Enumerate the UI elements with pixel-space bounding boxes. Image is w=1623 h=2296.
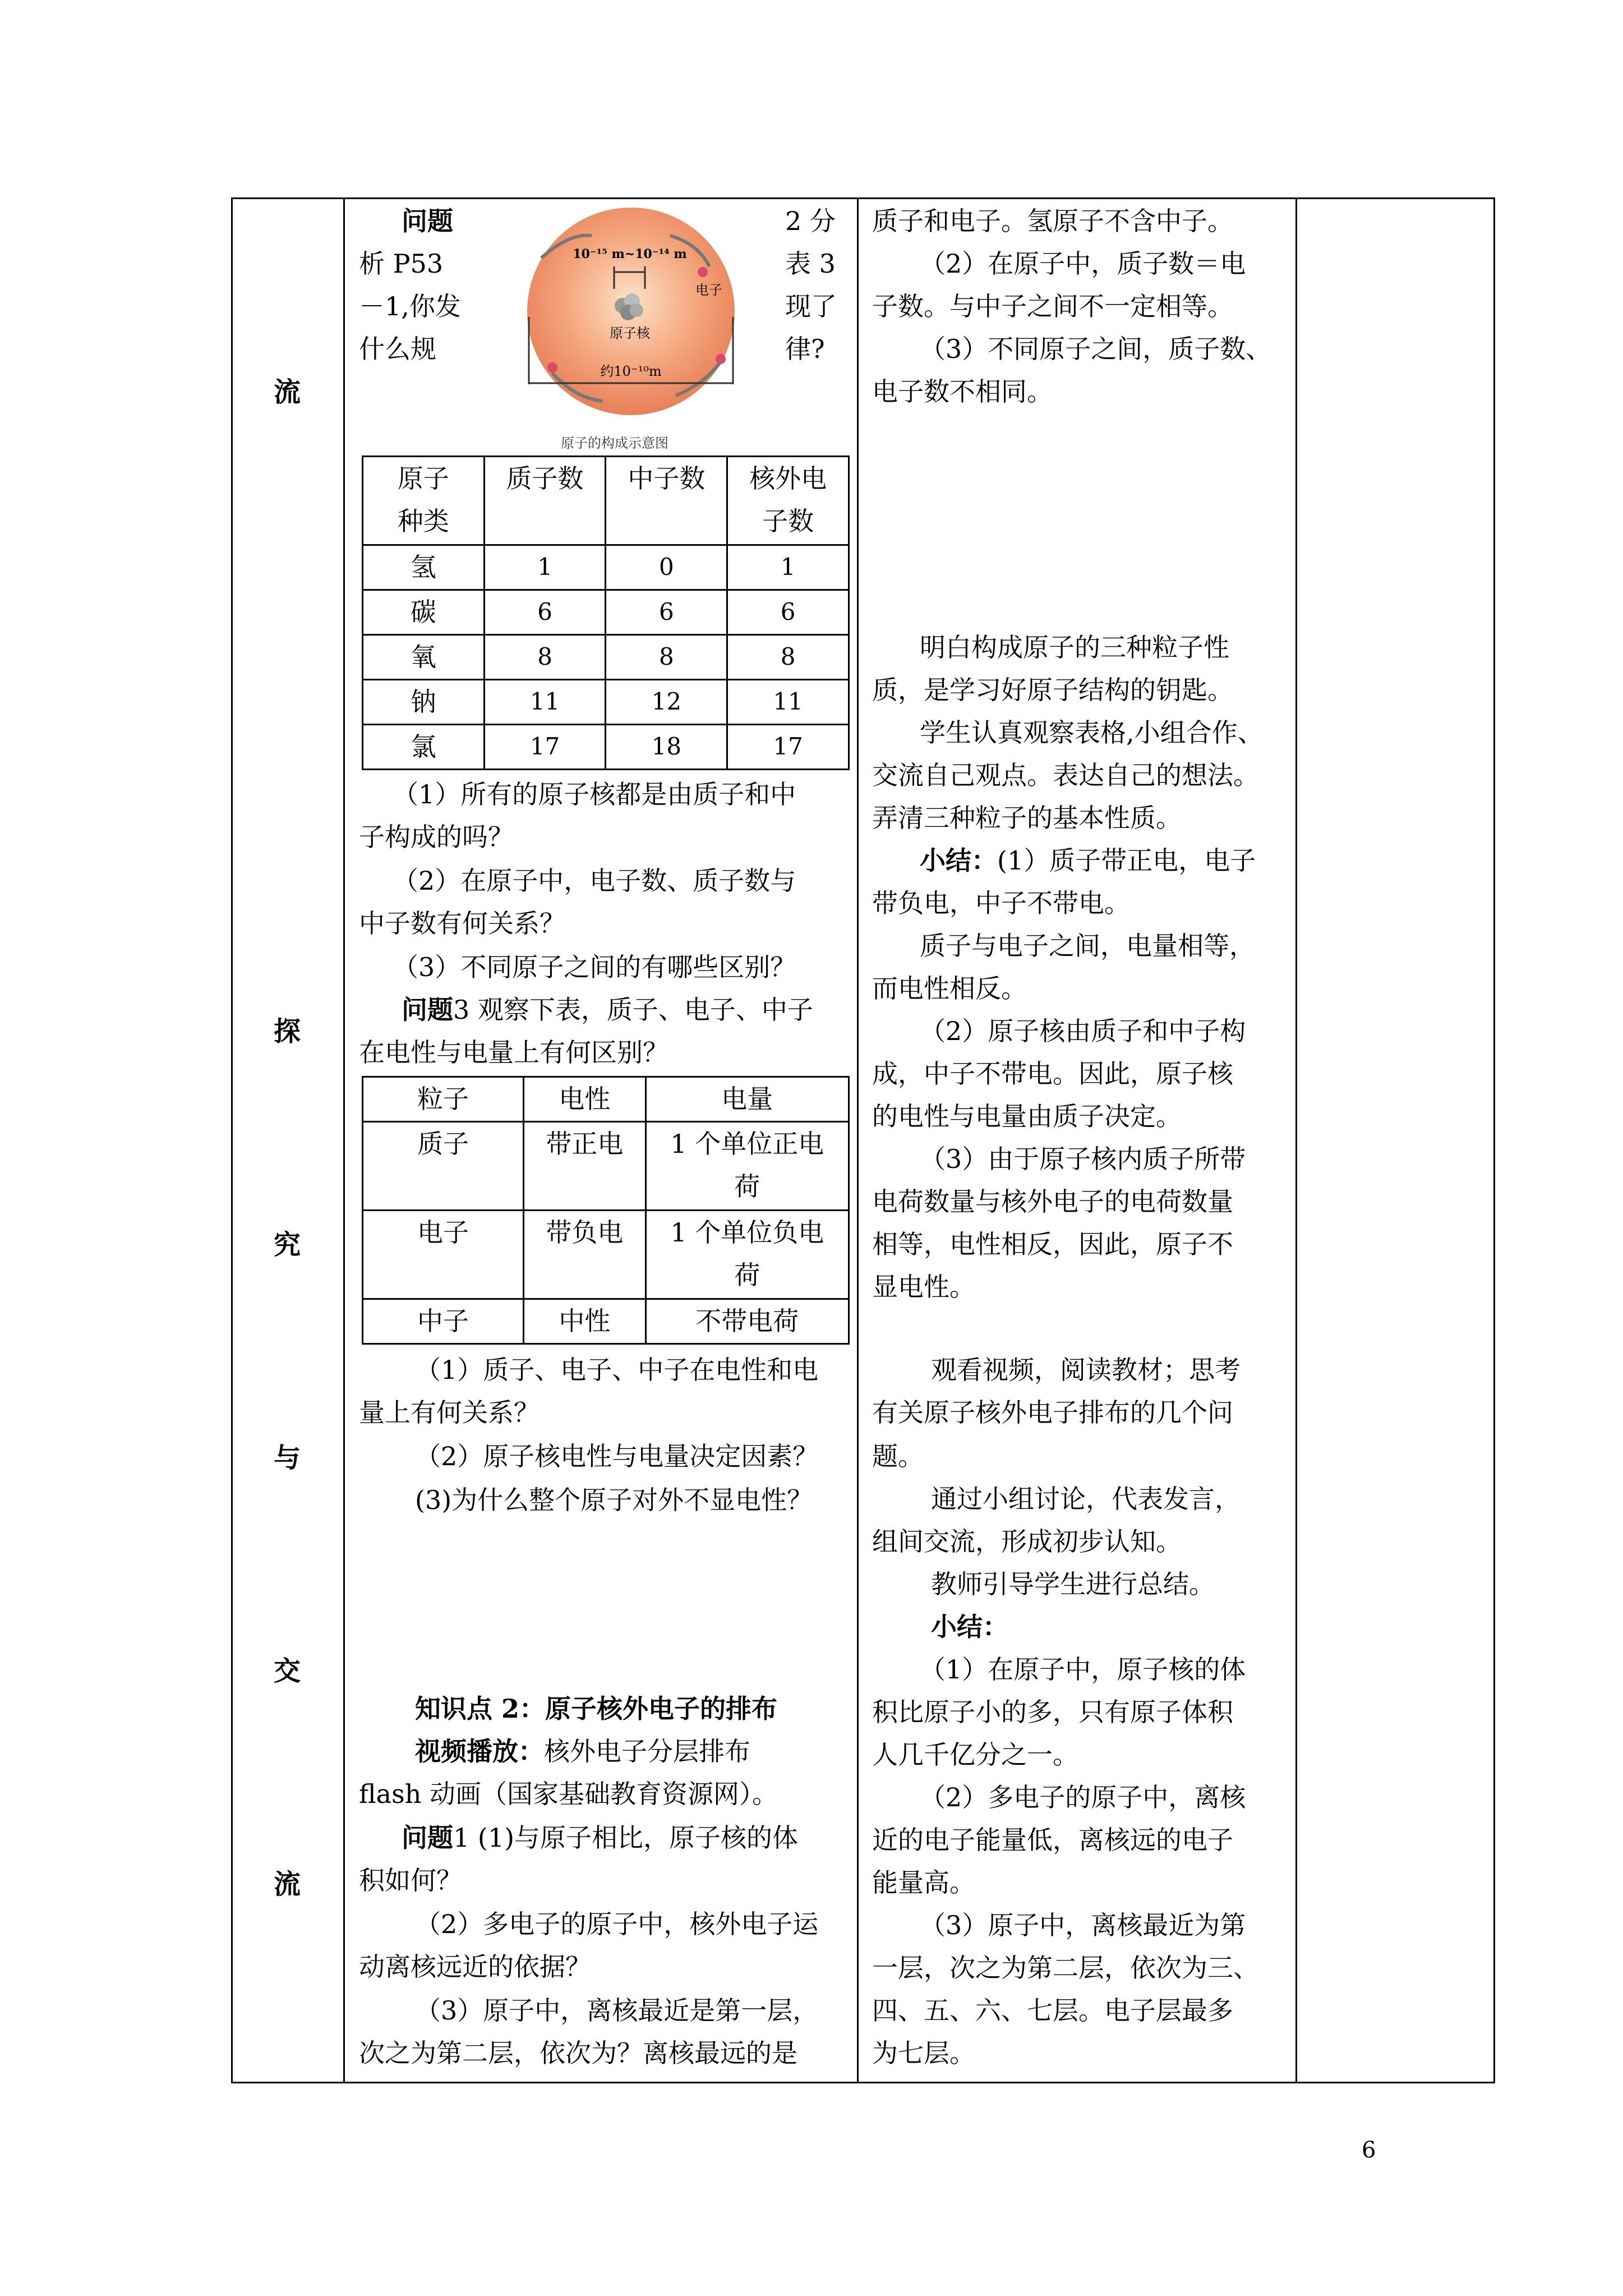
question-item: 动离核远近的依据？ (359, 1952, 591, 1982)
question-item: （2）原子核电性与电量决定因素？ (415, 1441, 819, 1471)
question-text: 律? (785, 334, 825, 364)
table-header-row: 粒子 电性 电量 (363, 1077, 849, 1122)
question-item: （1）所有的原子核都是由质子和中 (393, 779, 796, 809)
student-activity-line: 通过小组讨论，代表发言， (931, 1484, 1241, 1514)
stage-char: 流 (273, 376, 301, 408)
question-item: （3）原子中，离核最近是第一层， (415, 1995, 819, 2026)
column-divider (857, 197, 859, 2083)
student-activity-line: 质子和电子。氢原子不含中子。 (872, 206, 1233, 236)
student-activity-line: 明白构成原子的三种粒子性 (920, 632, 1229, 662)
summary-line: 一层，次之为第二层，依次为三、 (872, 1953, 1259, 1983)
question-text: 什么规 (359, 334, 436, 364)
question-item: （3）不同原子之间的有哪些区别？ (393, 952, 796, 982)
question-item: （2）在原子中，电子数、质子数与 (393, 866, 796, 896)
table-row: 中子 中性 不带电荷 (363, 1299, 849, 1344)
question-item: 中子数有何关系？ (359, 908, 565, 938)
atom-size-label: 约10⁻¹⁰m (600, 364, 662, 379)
question-item: 量上有何关系？ (359, 1397, 540, 1428)
table-row: 碳 6 6 6 (363, 590, 849, 635)
summary-line: 小结：(1）质子带正电，电子 (920, 845, 1256, 876)
video-line: 视频播放：核外电子分层排布 (415, 1736, 750, 1766)
summary-line: 电荷数量与核外电子的电荷数量 (872, 1186, 1233, 1217)
question-text: －1,你发 (359, 291, 461, 321)
student-activity-line: 电子数不相同。 (872, 376, 1053, 407)
student-activity-line: 子数。与中子之间不一定相等。 (872, 291, 1233, 321)
student-activity-line: 观看视频，阅读教材；思考 (931, 1355, 1241, 1385)
student-activity-line: （3）不同原子之间，质子数、 (920, 334, 1272, 364)
column-divider (1295, 197, 1297, 2083)
knowledge-point-title: 知识点 2：原子核外电子的排布 (415, 1694, 778, 1724)
stage-char: 交 (273, 1655, 301, 1687)
question-3-line: 在电性与电量上有何区别？ (359, 1037, 668, 1068)
question-item: （1）质子、电子、中子在电性和电 (415, 1355, 819, 1385)
question-item: (3)为什么整个原子对外不显电性？ (415, 1485, 813, 1515)
summary-line: 能量高。 (872, 1867, 975, 1898)
summary-line: 质子与电子之间，电量相等， (920, 931, 1255, 961)
summary-line: 带负电，中子不带电。 (872, 888, 1130, 918)
question-text: 表 3 (785, 249, 836, 279)
stage-char: 究 (273, 1229, 301, 1260)
diagram-caption: 原子的构成示意图 (561, 435, 668, 451)
question-item: 积如何？ (359, 1865, 462, 1895)
summary-line: 的电性与电量由质子决定。 (872, 1101, 1182, 1131)
summary-line: （3）由于原子核内质子所带 (920, 1144, 1246, 1174)
summary-line: 四、五、六、七层。电子层最多 (872, 1995, 1233, 2026)
question-text: 2 分 (785, 206, 836, 236)
nucleus-label: 原子核 (610, 325, 650, 341)
electron-label: 电子 (695, 282, 722, 298)
summary-line: 显电性。 (872, 1272, 975, 1302)
question-text: 现了 (785, 291, 837, 321)
summary-line: 人几千亿分之一。 (872, 1740, 1078, 1770)
page-number: 6 (1362, 2137, 1376, 2163)
summary-heading: 小结： (931, 1612, 1008, 1642)
question-text: 析 P53 (359, 249, 444, 279)
table-row: 质子 带正电 1 个单位正电 荷 (363, 1122, 849, 1211)
question-item: （2）多电子的原子中，核外电子运 (415, 1909, 819, 1939)
student-activity-line: 学生认真观察表格,小组合作、 (920, 717, 1264, 748)
atom-structure-diagram (508, 205, 754, 429)
table-row: 氯 17 18 17 (363, 725, 849, 770)
table-row: 电子 带负电 1 个单位负电 荷 (363, 1211, 849, 1299)
student-activity-line: 弄清三种粒子的基本性质。 (872, 803, 1182, 833)
summary-line: 为七层。 (872, 2038, 975, 2068)
student-activity-line: 教师引导学生进行总结。 (931, 1569, 1215, 1599)
student-activity-line: 有关原子核外电子排布的几个问 (872, 1397, 1233, 1428)
table-row: 氢 1 0 1 (363, 545, 849, 590)
electron-dot (698, 267, 708, 277)
summary-line: 而电性相反。 (872, 973, 1027, 1004)
atom-composition-table (362, 455, 850, 770)
summary-line: 积比原子小的多，只有原子体积 (872, 1697, 1233, 1727)
summary-line: （2）原子核由质子和中子构 (920, 1016, 1246, 1046)
summary-line: 成，中子不带电。因此，原子核 (872, 1059, 1233, 1089)
electron-dot (547, 362, 557, 372)
stage-char: 探 (273, 1016, 301, 1047)
summary-line: 近的电子能量低，离核远的电子 (872, 1825, 1233, 1855)
stage-char: 流 (273, 1869, 301, 1900)
student-activity-line: 题。 (872, 1441, 924, 1471)
student-activity-line: （2）在原子中，质子数＝电 (920, 249, 1246, 279)
nucleus-size-label: 10⁻¹⁵ m~10⁻¹⁴ m (573, 247, 687, 261)
column-divider (343, 197, 345, 2083)
summary-line: （1）在原子中，原子核的体 (920, 1654, 1246, 1685)
student-activity-line: 质，是学习好原子结构的钥匙。 (872, 675, 1233, 705)
question-item: 子构成的吗？ (359, 822, 514, 852)
summary-line: 相等，电性相反，因此，原子不 (872, 1229, 1233, 1259)
stage-char: 与 (273, 1442, 301, 1474)
student-activity-line: 交流自己观点。表达自己的想法。 (872, 760, 1259, 790)
particle-property-table (362, 1076, 850, 1345)
question-heading: 问题 (402, 206, 453, 236)
question-item: 次之为第二层，依次为？离核最远的是 (359, 2038, 797, 2068)
table-row: 氧 8 8 8 (363, 635, 849, 680)
student-activity-line: 组间交流，形成初步认知。 (872, 1526, 1182, 1557)
question-1-line: 问题1 (1)与原子相比，原子核的体 (402, 1823, 799, 1853)
electron-dot (716, 354, 726, 364)
summary-line: （2）多电子的原子中，离核 (920, 1782, 1246, 1812)
video-line: flash 动画（国家基础教育资源网）。 (359, 1779, 778, 1809)
question-3-line: 问题3 观察下表，质子、电子、中子 (402, 995, 813, 1025)
table-row: 钠 11 12 11 (363, 680, 849, 725)
table-header-row: 原子 种类 质子数 中子数 核外电 子数 (363, 457, 849, 545)
summary-line: （3）原子中，离核最近为第 (920, 1910, 1246, 1940)
